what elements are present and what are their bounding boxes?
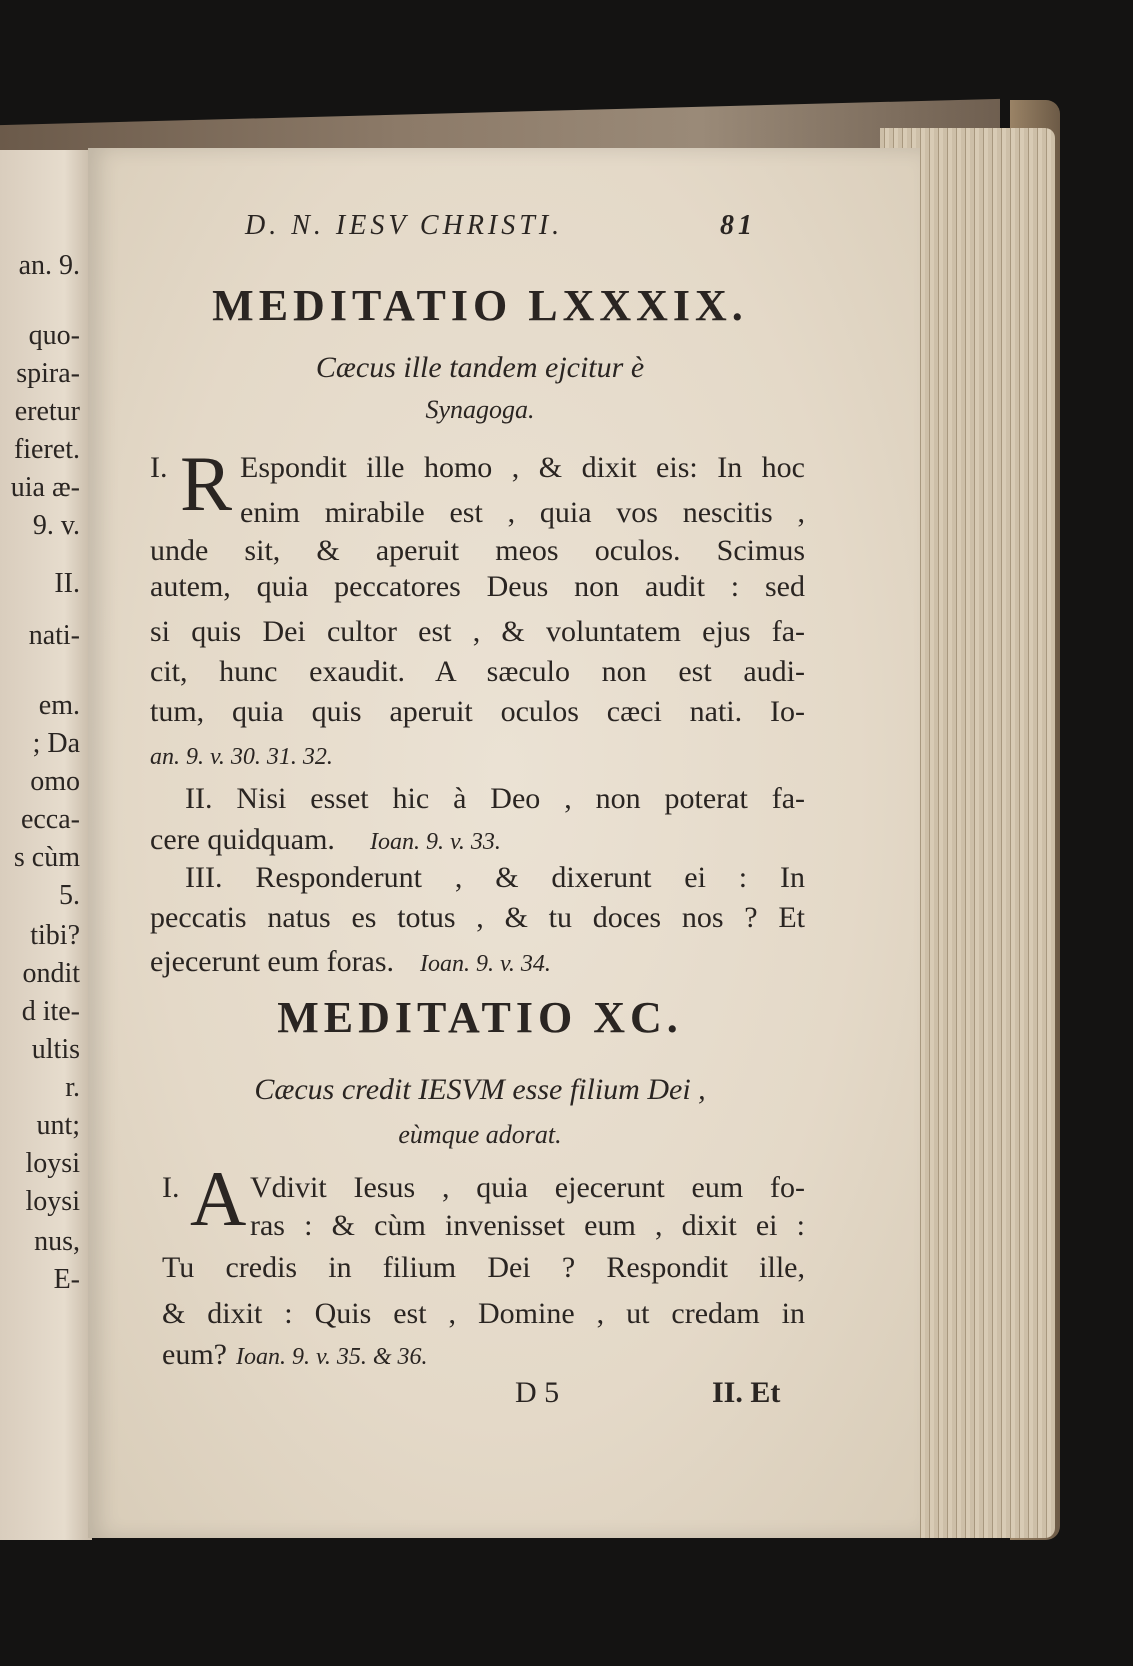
text-line: ras : & cùm invenisset eum , dixit ei : <box>250 1209 805 1242</box>
left-page-fragment: omo <box>30 766 80 797</box>
scripture-reference: an. 9. v. 30. 31. 32. <box>150 744 333 770</box>
left-page-fragment: ecca- <box>20 804 80 835</box>
left-page-fragment: loysi <box>25 1148 80 1179</box>
left-page-fragment: uia æ- <box>10 472 80 503</box>
scripture-reference: Ioan. 9. v. 35. & 36. <box>236 1344 428 1370</box>
text-line: & dixit : Quis est , Domine , ut credam in <box>162 1297 805 1330</box>
text-line: si quis Dei cultor est , & voluntatem ejus fa- <box>150 615 805 648</box>
left-page-fragment: quo- <box>28 320 80 351</box>
left-page-fragment: d ite- <box>21 996 80 1027</box>
section-subtitle: Cæcus credit IESVM esse filium Dei , <box>254 1073 706 1106</box>
catchword: II. Et <box>712 1376 781 1409</box>
running-title: D. N. IESV CHRISTI. <box>245 210 564 241</box>
left-page-fragment: ; Da <box>32 728 80 759</box>
paragraph-number: I. <box>150 451 168 484</box>
left-page-fragment: eretur <box>14 396 80 427</box>
left-page-fragment: r. <box>65 1072 80 1103</box>
scripture-reference: Ioan. 9. v. 33. <box>370 829 501 855</box>
text-line: Tu credis in filium Dei ? Respondit ille, <box>162 1251 805 1284</box>
left-page-fragment: unt; <box>36 1110 80 1141</box>
left-page-fragment: II. <box>54 568 80 599</box>
drop-cap: R <box>180 440 233 527</box>
section-subtitle: Synagoga. <box>425 395 535 424</box>
left-page-fragment: fieret. <box>13 434 80 465</box>
text-line: Espondit ille homo , & dixit eis: In hoc <box>240 451 805 484</box>
text-line: cit, hunc exaudit. A sæculo non est audi- <box>150 655 805 688</box>
left-page-fragment: 5. <box>59 880 80 911</box>
text-line: eum? <box>162 1338 227 1371</box>
left-page <box>0 150 92 1540</box>
text-line: II. Nisi esset hic à Deo , non poterat fa- <box>185 782 805 815</box>
left-page-fragment: ultis <box>31 1034 80 1065</box>
left-page-fragment: nus, <box>34 1226 80 1257</box>
left-page-fragment: nati- <box>28 620 80 651</box>
section-subtitle: eùmque adorat. <box>398 1120 562 1149</box>
text-line: autem, quia peccatores Deus non audit : sed <box>150 570 805 603</box>
text-line: enim mirabile est , quia vos nescitis , <box>240 496 805 529</box>
text-line: unde sit, & aperuit meos oculos. Scimus <box>150 534 805 567</box>
left-page-fragment: loysi <box>25 1186 80 1217</box>
left-page-fragment: em. <box>38 690 80 721</box>
text-line: peccatis natus es totus , & tu doces nos ? Et <box>150 901 805 934</box>
section-title: MEDITATIO XC. <box>277 993 683 1042</box>
section-title: MEDITATIO LXXXIX. <box>212 281 748 330</box>
text-line: tum, quia quis aperuit oculos cæci nati. Io- <box>150 695 805 728</box>
left-page-fragment: 9. v. <box>32 510 80 541</box>
text-line: cere quidquam. <box>150 823 335 856</box>
text-line: Vdivit Iesus , quia ejecerunt eum fo- <box>250 1171 805 1204</box>
signature-mark: D 5 <box>515 1376 560 1409</box>
drop-cap: A <box>190 1155 247 1242</box>
left-page-fragment: s cùm <box>13 842 80 873</box>
left-page-fragment: spira- <box>16 358 80 389</box>
scripture-reference: Ioan. 9. v. 34. <box>420 951 551 977</box>
paragraph-number: I. <box>162 1171 180 1204</box>
left-page-fragment: E- <box>53 1264 80 1295</box>
page-number: 81 <box>720 210 756 241</box>
text-line: ejecerunt eum foras. <box>150 945 395 978</box>
left-page-fragment: an. 9. <box>18 250 80 281</box>
text-line: III. Responderunt , & dixerunt ei : In <box>185 861 805 894</box>
left-page-fragment: ondit <box>22 958 80 989</box>
left-page-fragment: tibi? <box>30 920 80 951</box>
section-subtitle: Cæcus ille tandem ejcitur è <box>315 351 645 384</box>
